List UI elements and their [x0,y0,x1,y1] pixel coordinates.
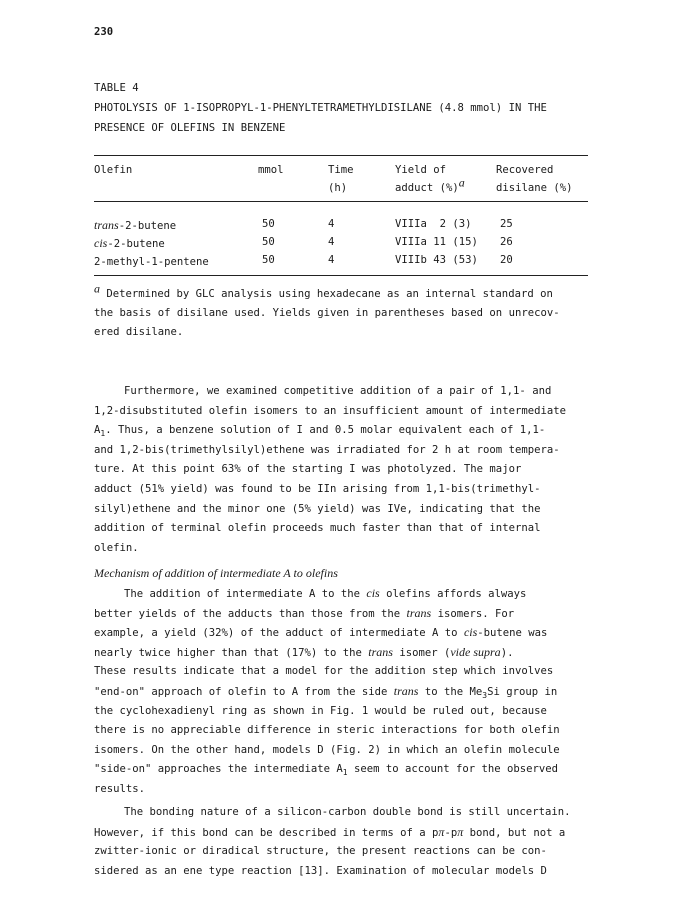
cell-mmol: 50 [262,236,275,248]
header-yield: Yield of [395,164,447,176]
table-title-line-2: PRESENCE OF OLEFINS IN BENZENE [94,122,286,134]
paragraph-competitive-addition: Furthermore, we examined competitive addition of a pair of 1,1- and 1,2-disubstituted olefin isomers to an insufficient amount of intermediate $A_1$. Thus, a benzene solution of I and 0.5 molar equivalent each of 1,1- and 1,2-bis(trimethylsilyl)ethene was irradiated for 2 h at room tempera- ture. At this point 63% of the starting I was photolyzed. The major adduct (51% yield) was found to be IIn arising from 1,1-bis(trimethyl- silyl)ethene and the minor one (5% yield) was IVe, indicating that the addition of terminal olefin proceeds much faster than that of internal olefin. [94,385,566,554]
cell-time: 4 [328,254,335,266]
cell-recovered: 26 [500,236,513,248]
cell-yield: VIIIa 2 (3) [395,218,472,230]
cell-yield: VIIIa 11 (15) [395,236,478,248]
header-time-unit: (h) [328,182,348,194]
header-footnote-mark: a [458,175,465,190]
footnote-mark: a [94,281,100,296]
page-number: 230 [94,26,114,38]
table-footnote-line-3: ered disilane. [94,326,184,338]
table-footnote-line-2: the basis of disilane used. Yields given in parentheses based on unrecov- [94,307,560,319]
header-time: Time [328,164,354,176]
cell-time: 4 [328,218,335,230]
cell-mmol: 50 [262,254,275,266]
header-yield-unit: adduct (%)$^a$ [395,175,465,194]
cell-olefin: trans-2-butene [94,218,177,232]
section-heading: Mechanism of addition of intermediate A to olefins [94,566,338,580]
table-header-rule [94,201,588,202]
paragraph-bonding-nature: The bonding nature of a silicon-carbon double bond is still uncertain. However, if this bond can be described in terms of a pπ-pπ bond, but not a zwitter-ionic or diradical structure, the present reactions can be con- sidered as an ene type reaction [13]. Examination of molecular models D [94,806,571,877]
cell-yield: VIIIb 43 (53) [395,254,478,266]
table-bottom-rule [94,275,588,276]
header-recovered-unit: disilane (%) [496,182,573,194]
cell-olefin: cis-2-butene [94,236,165,250]
table-title-line-1: PHOTOLYSIS OF 1-ISOPROPYL-1-PHENYLTETRAMETHYLDISILANE (4.8 mmol) IN THE [94,102,547,114]
cell-time: 4 [328,236,335,248]
table-top-rule [94,155,588,156]
header-recovered: Recovered [496,164,554,176]
cell-mmol: 50 [262,218,275,230]
cell-recovered: 25 [500,218,513,230]
paragraph-mechanism: The addition of intermediate A to the cis olefins affords always better yields of the adducts than those from the trans isomers. For example, a yield (32%) of the adduct of intermediate A to cis-butene was nearly twice higher than that (17%) to the trans isomer (vide supra). These results indicate that a model for the addition step which involves "end-on" approach of olefin to A from the side trans to the $Me_3Si$ group in the cyclohexadienyl ring as shown in Fig. 1 would be ruled out, because there is no appreciable difference in steric interactions for both olefin isomers. On the other hand, models D (Fig. 2) in which an olefin molecule "side-on" approaches the intermediate $A_1$ seem to account for the observed results. [94,586,560,795]
table-footnote-line-1: $^a$ Determined by GLC analysis using hexadecane as an internal standard on [94,281,553,300]
header-olefin: Olefin [94,164,133,176]
header-mmol: mmol [258,164,284,176]
cell-olefin: 2-methyl-1-pentene [94,256,209,268]
table-label: TABLE 4 [94,82,139,94]
cell-recovered: 20 [500,254,513,266]
